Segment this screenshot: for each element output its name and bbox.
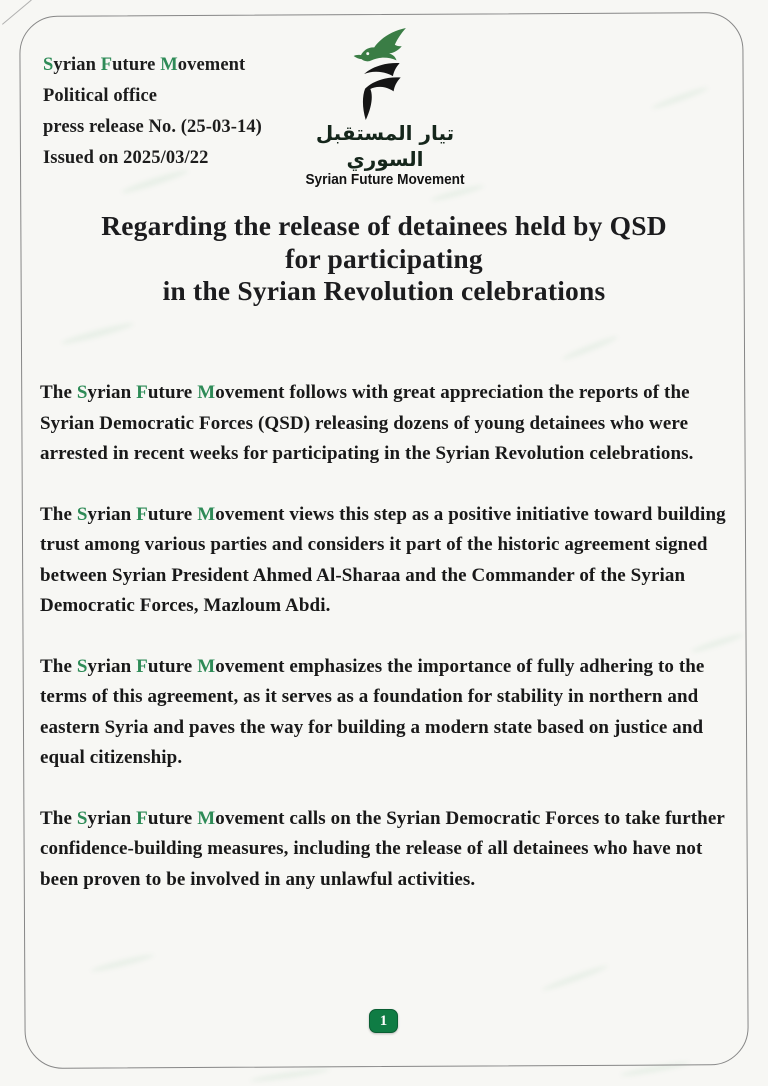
paragraph: The Syrian Future Movement follows with great appreciation the reports of the Syrian Democratic Forces (QSD) releasing dozens of young detainees who were arrested in recent weeks for participating in the Syrian Revolution celebrations. [40,382,694,464]
paragraph: The Syrian Future Movement emphasizes the importance of fully adhering to the terms of this agreement, as it serves as a foundation for stability in northern and eastern Syria and paves the way for building a modern state based on justice and equal citizenship. [40,655,705,768]
release-number-line: press release No. (25-03-14) [43,117,262,137]
headline-line2: for participating [285,242,483,274]
headline [30,210,738,308]
office-line: Political office [43,86,158,106]
issue-date-line: Issued on 2025/03/22 [43,148,209,168]
logo-english-name: Syrian Future Movement [305,172,465,188]
org-logo [300,28,470,189]
falcon-flag-logo-icon [353,28,417,120]
paragraph: The Syrian Future Movement calls on the Syrian Democratic Forces to take further confidence-building measures, including the release of all detainees who have not been proven to be involved in any unlawful activities. [40,807,725,890]
logo-arabic-name: تيار المستقبل السوري [315,121,455,171]
page-number-badge: 1 [369,1009,398,1033]
headline-line1: Regarding the release of detainees held by QSD [101,210,667,241]
press-release-body [40,378,737,925]
paragraph: The Syrian Future Movement views this step as a positive initiative toward building trust among various parties and considers it part of the historic agreement signed between Syrian President Ahmed Al-Sharaa and the Commander of the Syrian Democratic Forces, Mazloum Abdi. [40,503,726,616]
org-name: Syrian Future Movement [43,55,246,75]
headline-line3: in the Syrian Revolution celebrations [162,275,606,306]
